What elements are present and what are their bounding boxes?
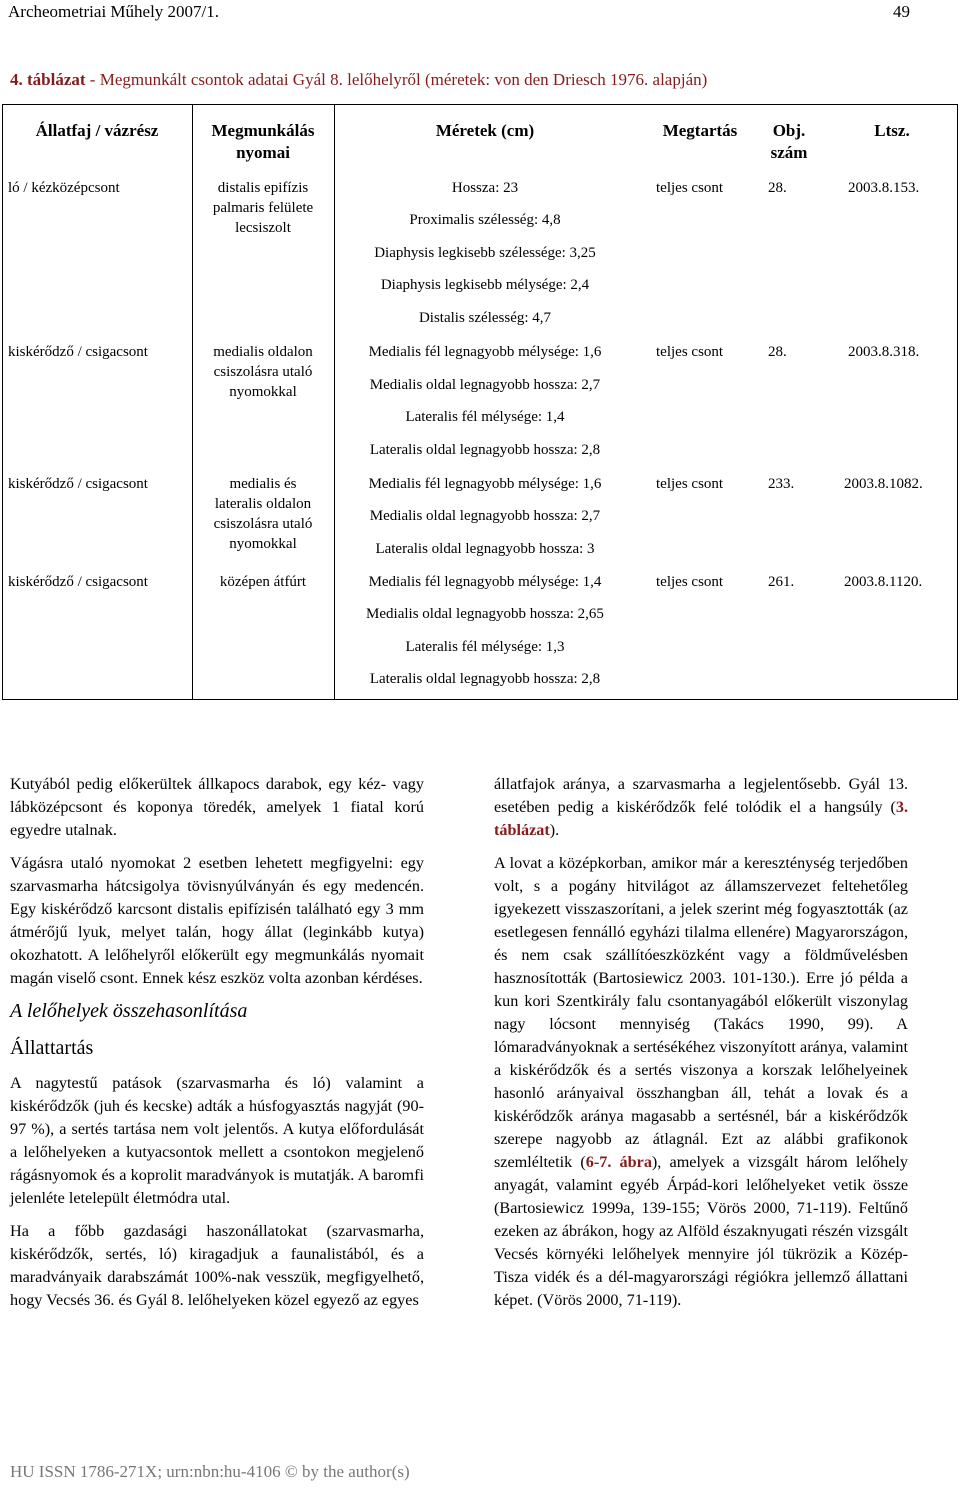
header-marks-line1: Megmunkálás: [211, 121, 315, 140]
right-paragraph-1-end: ).: [549, 821, 560, 839]
row2-marks-line: medialis oldalon: [213, 344, 313, 360]
row4-obj: 261.: [768, 574, 795, 590]
row4-species: kiskérődző / csigacsont: [8, 574, 148, 590]
subsection-heading: Állattartás: [10, 1037, 94, 1059]
right-paragraph-2-text: A lovat a középkorban, amikor már a kereszténység terjedőben volt, s a pogány hitvilágot az államszervezet feltehetőleg igyekezett visszaszorítani, a jelek szerint még fogyasztották (az esetlegesen fennálló egyházi tilalma ellenére) Magyarországon, és nem csak szállítóeszközként vagy a földművelésben hasznosították (Bartosiewicz 2003. 101-130.). Erre jó példa a kun kori Szentkirály falu csontanyagából előkerült viszonylag nagy lócsont mennyiség (Takács 1990, 99). A lómaradványoknak a sertésékéhez viszonyított aránya, valamint a kiskérődzők és a sertés viszonya a korszak lelőhelyeinek hasonló arányaival összhangban áll, tehát a lovak és a kiskérődzők aránya magasabb a sertésnél, bár a kiskérődzők szerepe nagyobb az átlagnál. Ezt az alábbi grafikonok szemléltetik (: [494, 854, 908, 1171]
row2-marks-line: nyomokkal: [229, 384, 297, 400]
left-column: [10, 773, 424, 1322]
row3-obj: 233.: [768, 476, 795, 492]
row3-marks-line: nyomokkal: [229, 536, 297, 552]
row1-size: Hossza: 23: [451, 180, 519, 196]
row1-marks-line: lecsiszolt: [235, 220, 291, 236]
page-number: 49: [893, 2, 910, 21]
row4-marks: [192, 572, 334, 592]
row3-inv: 2003.8.1082.: [844, 476, 923, 492]
row1-marks-line: palmaris felülete: [212, 200, 314, 216]
row1-size: Proximalis szélesség: 4,8: [409, 212, 561, 228]
header-species: Állatfaj / vázrész: [35, 121, 159, 140]
right-paragraph-2: [494, 852, 908, 1312]
header-sizes: Méretek (cm): [435, 121, 535, 140]
right-paragraph-1-text: állatfajok aránya, a szarvasmarha a legjelentősebb. Gyál 13. esetében pedig a kiskérődzők felé tolódik el a hangsúly (: [494, 775, 908, 816]
right-paragraph-2-end: ), amelyek a vizsgált három lelőhely anyagát, valamint egyéb Árpád-kori lelőhelyeket vetik össze (Bartosiewicz 1999a, 139-155; Vörös 2000, 71-119). Feltűnő ezeken az ábrákon, hogy az Alföld északnyugati részén vizsgált Vecsés környéki lelőhelyek mennyire jól tükrözik a Közép-Tisza vidék és a dél-magyarországi régiókra jellemző állattani képet. (Vörös 2000, 71-119).: [494, 1153, 908, 1309]
row2-marks-line: csiszolásra utaló: [213, 364, 313, 380]
header-preservation: Megtartás: [662, 121, 738, 140]
header-obj: [756, 120, 822, 164]
row4-preservation: teljes csont: [656, 574, 724, 590]
row1-size: Diaphysis legkisebb szélessége: 3,25: [374, 245, 596, 261]
row4-size: Medialis oldal legnagyobb hossza: 2,65: [366, 606, 604, 622]
journal-title: Archeometriai Műhely 2007/1.: [8, 2, 220, 21]
row2-inv: 2003.8.318.: [848, 344, 920, 360]
row1-preservation: teljes csont: [656, 180, 724, 196]
row1-size: Diaphysis legkisebb mélysége: 2,4: [380, 277, 590, 293]
row3-marks-line: medialis és: [229, 476, 297, 492]
row2-preservation: teljes csont: [656, 344, 724, 360]
row3-size: Lateralis oldal legnagyobb hossza: 3: [375, 541, 595, 557]
header-marks-line2: nyomai: [236, 143, 290, 162]
header-marks: [192, 120, 334, 164]
row3-size: Medialis oldal legnagyobb hossza: 2,7: [369, 508, 601, 524]
row3-marks-line: lateralis oldalon: [214, 496, 312, 512]
row2-marks: [192, 342, 334, 402]
row2-size: Medialis fél legnagyobb mélysége: 1,6: [368, 344, 602, 360]
row3-preservation: teljes csont: [656, 476, 724, 492]
figure-reference-link[interactable]: 6-7. ábra: [585, 1153, 652, 1171]
row4-size: Lateralis fél mélysége: 1,3: [405, 639, 565, 655]
row3-marks-line: csiszolásra utaló: [213, 516, 313, 532]
row1-species: ló / kézközépcsont: [8, 180, 120, 196]
table-caption: [10, 70, 707, 90]
section-heading: A lelőhelyek összehasonlítása: [10, 1000, 248, 1022]
row4-size: Medialis fél legnagyobb mélysége: 1,4: [368, 574, 602, 590]
row2-size: Lateralis oldal legnagyobb hossza: 2,8: [369, 442, 601, 458]
row3-species: kiskérődző / csigacsont: [8, 476, 148, 492]
header-obj-line1: Obj.: [772, 121, 806, 140]
right-column: [494, 773, 908, 1322]
left-paragraph-3: A nagytestű patások (szarvasmarha és ló) valamint a kiskérődzők (juh és kecske) adták a húsfogyasztás nagyját (90-97 %), a sertés tartása nem volt jelentős. A kutya előfordulását a lelőhelyeken a kutyacsontok mellett a csontokon megjelenő rágásnyomok és a koprolit maradványok is mutatják. A baromfi jelenléte letelepült életmódra utal.: [10, 1074, 424, 1207]
row1-marks-line: distalis epifízis: [217, 180, 309, 196]
right-paragraph-1: [494, 773, 908, 842]
row1-marks: [192, 178, 334, 238]
row2-size: Medialis oldal legnagyobb hossza: 2,7: [369, 377, 601, 393]
row1-size: Distalis szélesség: 4,7: [418, 310, 552, 326]
bone-tools-table: [2, 104, 958, 700]
row3-marks: [192, 474, 334, 554]
row3-size: Medialis fél legnagyobb mélysége: 1,6: [368, 476, 602, 492]
row2-obj: 28.: [768, 344, 787, 360]
row1-obj: 28.: [768, 180, 787, 196]
left-paragraph-1: Kutyából pedig előkerültek állkapocs darabok, egy kéz- vagy lábközépcsont és koponya töredék, amelyek 1 fiatal korú egyedre utalnak.: [10, 775, 424, 839]
header-obj-line2: szám: [770, 143, 808, 162]
table-caption-label: 4. táblázat: [10, 70, 86, 89]
row4-marks-line: középen átfúrt: [219, 574, 307, 590]
left-paragraph-4: Ha a főbb gazdasági haszonállatokat (szarvasmarha, kiskérődzők, sertés, ló) kiragadjuk a faunalistából, és a maradványaik darabszámát 100%-nak vesszük, megfigyelhető, hogy Vecsés 36. és Gyál 8. lelőhelyeken közel egyező az egyes: [10, 1222, 424, 1309]
left-paragraph-2: Vágásra utaló nyomokat 2 esetben lehetett megfigyelni: egy szarvasmarha hátcsigolya tövisnyúlványán és egy medencén. Egy kiskérődző karcsont distalis epifízisén található egy 3 mm átmérőjű lyuk, melyet talán, hogy állat (leginkább kutya) okozhatott. A lelőhelyről előkerült egy megmunkálás nyomait magán viselő csont. Ennek kész eszköz volta azonban kérdéses.: [10, 854, 424, 987]
row4-size: Lateralis oldal legnagyobb hossza: 2,8: [369, 671, 601, 687]
row2-size: Lateralis fél mélysége: 1,4: [405, 409, 565, 425]
row1-inv: 2003.8.153.: [848, 180, 920, 196]
row4-inv: 2003.8.1120.: [844, 574, 923, 590]
row2-species: kiskérődző / csigacsont: [8, 344, 148, 360]
table-reference-link[interactable]: 3. táblázat: [494, 798, 908, 839]
header-inv: Ltsz.: [874, 121, 910, 140]
footer-issn: HU ISSN 1786-271X; urn:nbn:hu-4106 © by the author(s): [10, 1462, 410, 1481]
table-caption-text: - Megmunkált csontok adatai Gyál 8. lelőhelyről (méretek: von den Driesch 1976. alapján): [85, 70, 708, 89]
